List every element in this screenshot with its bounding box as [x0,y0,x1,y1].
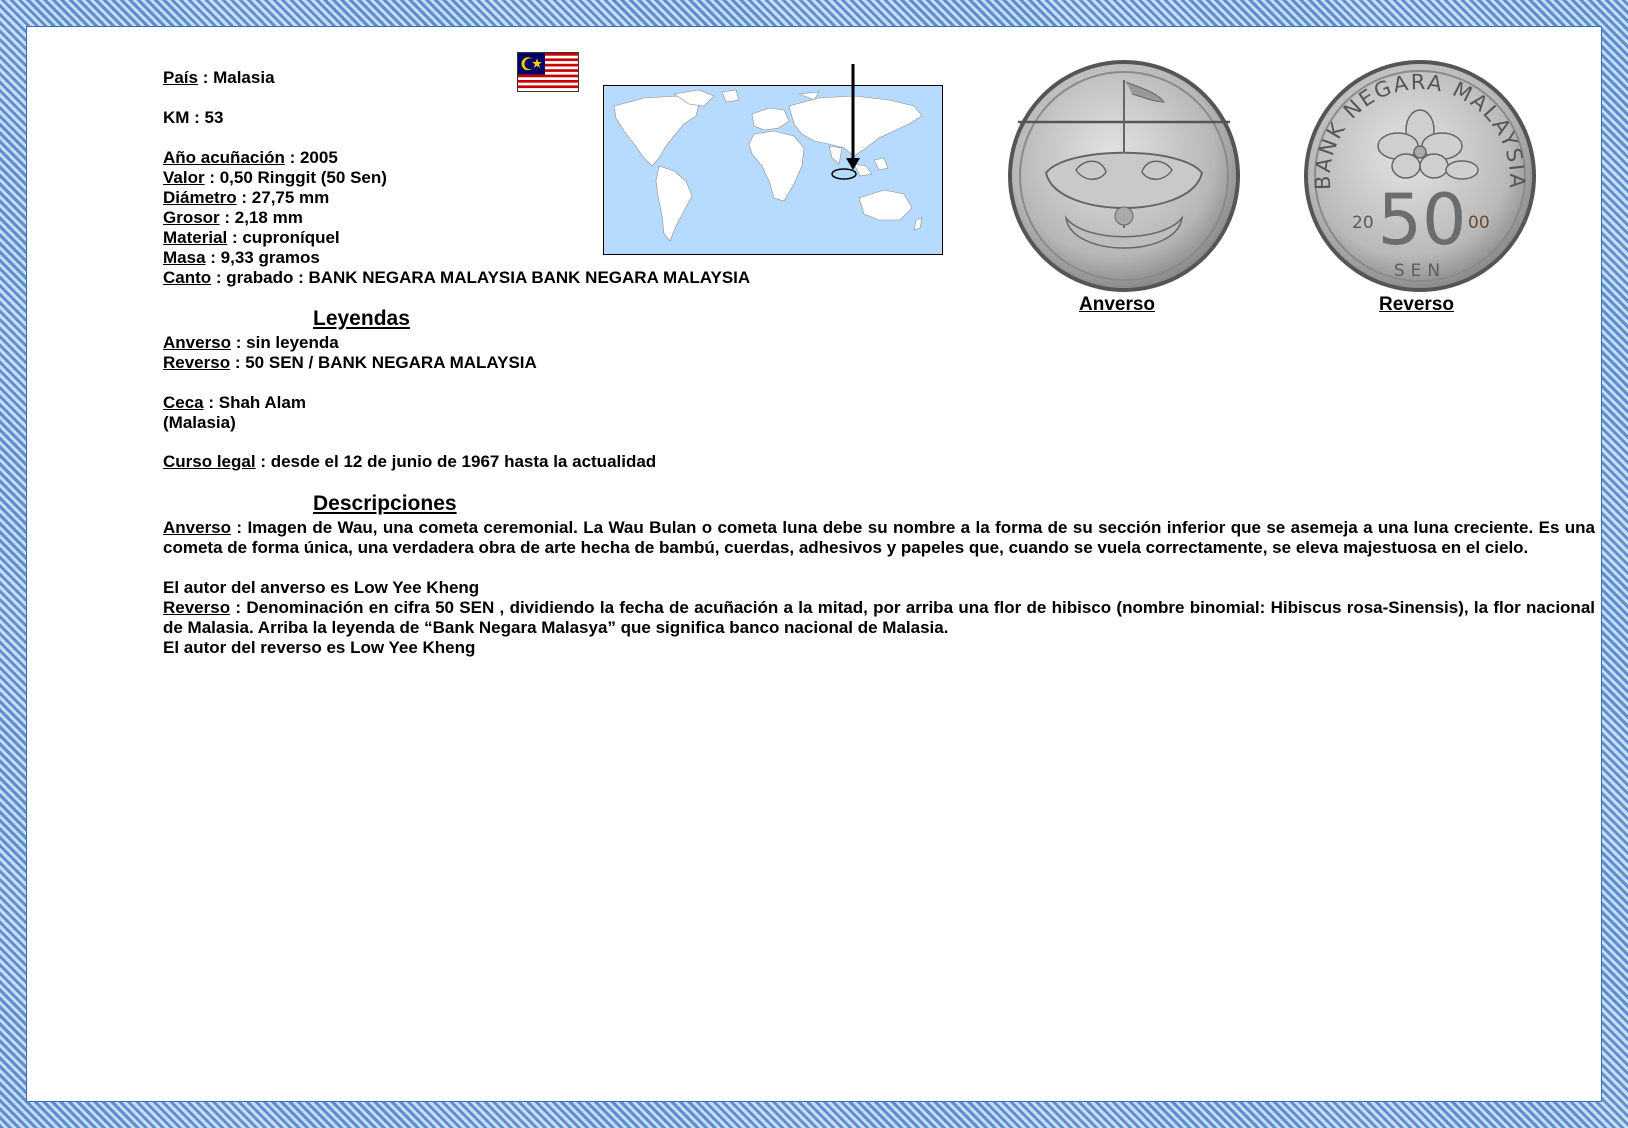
field-diametro: Diámetro : 27,75 mm [163,188,330,207]
reverse-legend: BANK NEGARA MALAYSIA [1310,70,1530,191]
reverse-year-right: 00 [1468,213,1490,233]
leyenda-reverso: Reverso : 50 SEN / BANK NEGARA MALAYSIA [163,353,537,372]
descripcion-anverso: Anverso : Imagen de Wau, una cometa ceremonial. La Wau Bulan o cometa luna debe su nombre a la forma de su sección inferior que se asemeja a una luna creciente. Es una cometa de forma única, una verdadera obra de arte hecha de bambú, cuerdas, adhesivos y papeles que, cuando se vuela correctamente, se eleva majestuosa en el cielo. [163,518,1595,557]
field-masa: Masa : 9,33 gramos [163,248,320,267]
field-km: KM : 53 [163,108,224,127]
reverse-year-left: 20 [1352,213,1374,233]
field-anio: Año acuñación : 2005 [163,148,338,167]
malaysia-flag-icon [517,52,579,92]
field-ceca-country: (Malasia) [163,413,236,432]
autor-reverso: El autor del reverso es Low Yee Kheng [163,638,476,657]
field-pais: País : Malasia [163,68,275,87]
leyenda-anverso: Anverso : sin leyenda [163,333,339,352]
field-valor: Valor : 0,50 Ringgit (50 Sen) [163,168,387,187]
field-ceca: Ceca : Shah Alam [163,393,306,412]
reverse-unit: SEN [1393,261,1447,281]
location-arrow-icon [843,64,863,172]
reverse-value: 50 [1377,179,1467,261]
autor-anverso: El autor del anverso es Low Yee Kheng [163,578,480,597]
world-map [603,85,943,255]
field-curso-legal: Curso legal : desde el 12 de junio de 1967 hasta la actualidad [163,452,657,471]
descripciones-heading: Descripciones [313,492,457,515]
descripcion-reverso: Reverso : Denominación en cifra 50 SEN , dividiendo la fecha de acuñación a la mitad, por arriba una flor de hibisco (nombre binomial: Hibiscus rosa-Sinensis), la flor nacional de Malasia. Arriba la leyenda de “Bank Negara Malasya” que significa banco nacional de Malasia. [163,598,1595,637]
field-grosor: Grosor : 2,18 mm [163,208,303,227]
field-canto: Canto : grabado : BANK NEGARA MALAYSIA BANK NEGARA MALAYSIA [163,268,751,287]
caption-anverso: Anverso [1079,294,1156,315]
coin-obverse-image [1006,58,1242,294]
coin-reverse-image [1302,58,1538,294]
leyendas-heading: Leyendas [313,307,410,330]
caption-reverso: Reverso [1379,294,1454,315]
field-material: Material : cuproníquel [163,228,340,247]
